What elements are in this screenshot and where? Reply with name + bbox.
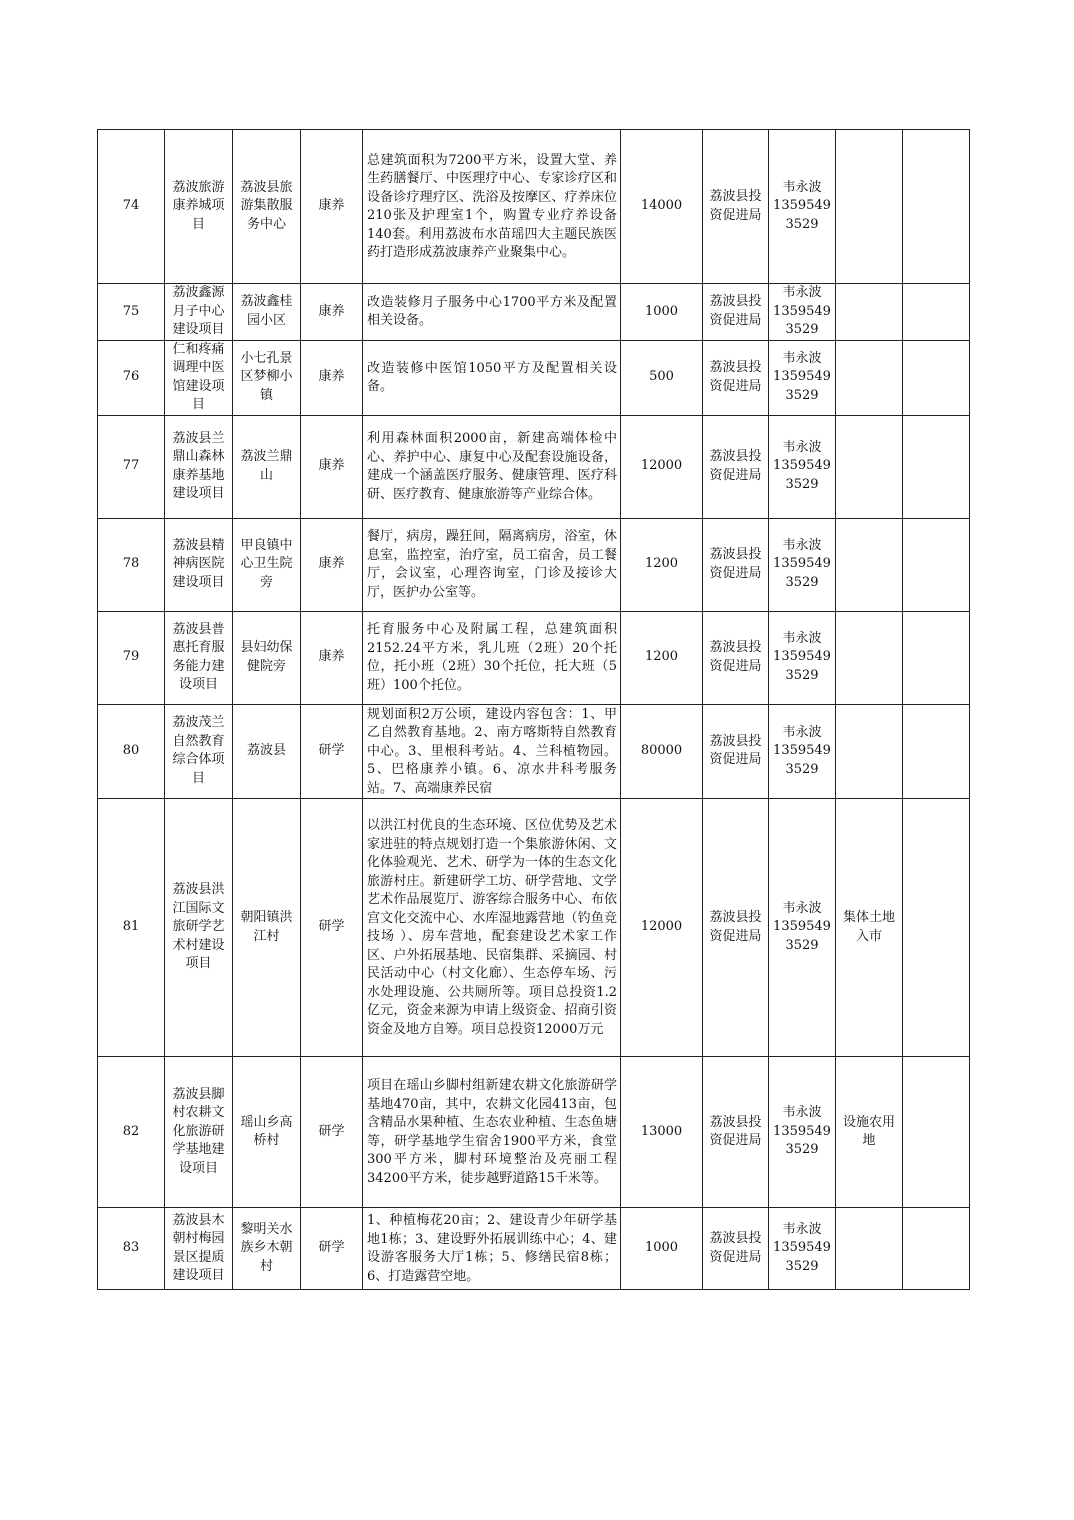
- row-number: 74: [122, 198, 140, 214]
- project-location: 荔波鑫桂园小区: [240, 294, 293, 328]
- project-category: 康养: [318, 458, 345, 474]
- project-category: 研学: [318, 743, 345, 758]
- project-location-cell: [233, 340, 301, 415]
- contact-phone: 13595493529: [773, 369, 831, 403]
- investment-amount-cell: [621, 518, 703, 611]
- project-category: 康养: [318, 198, 345, 214]
- project-location: 黎明关水族乡木朝村: [240, 1221, 293, 1274]
- responsible-agency-cell: [703, 704, 769, 799]
- remark-cell: [903, 1208, 970, 1290]
- remark-cell: [903, 799, 970, 1057]
- investment-amount-cell: [621, 284, 703, 341]
- project-description: 总建筑面积为7200平方米，设置大堂、养生药膳餐厅、中医理疗中心、专家诊疗区和设备诊疗理疗区、洗浴及按摩区、疗养床位210张及护理室1个，购置专业疗养设备140套。利用荔波布水苗瑶四大主题民族医药打造形成荔波康养产业聚集中心。: [367, 152, 617, 260]
- row-number-cell: [98, 611, 165, 704]
- contact-info-cell: [769, 611, 836, 704]
- row-number: 78: [122, 556, 140, 572]
- row-number-cell: [98, 1208, 165, 1290]
- project-category-cell: [301, 611, 363, 704]
- contact-phone: 13595493529: [773, 303, 831, 337]
- project-location-cell: [233, 611, 301, 704]
- investment-amount: 80000: [640, 743, 683, 758]
- responsible-agency: 荔波县投资促进局: [709, 910, 762, 944]
- land-type-cell: [836, 284, 903, 341]
- project-location: 小七孔景区梦柳小镇: [240, 350, 293, 403]
- project-description-cell: [363, 340, 621, 415]
- contact-info-cell: [769, 518, 836, 611]
- row-number-cell: [98, 284, 165, 341]
- project-category: 研学: [318, 1123, 345, 1139]
- project-name-cell: [165, 611, 233, 704]
- land-type-cell: [836, 704, 903, 799]
- remark-cell: [903, 340, 970, 415]
- land-type-cell: [836, 130, 903, 284]
- contact-name: 韦永波: [782, 724, 822, 740]
- contact-phone: 13595493529: [773, 649, 831, 683]
- row-number: 83: [122, 1240, 140, 1256]
- project-category-cell: [301, 799, 363, 1057]
- project-description-cell: [363, 611, 621, 704]
- project-description-cell: [363, 799, 621, 1057]
- project-description-cell: [363, 1057, 621, 1208]
- project-location-cell: [233, 1208, 301, 1290]
- remark-cell: [903, 704, 970, 799]
- investment-amount: 13000: [640, 1123, 683, 1139]
- project-description: 餐厅，病房，躁狂间，隔离病房，浴室，休息室，监控室，治疗室，员工宿舍，员工餐厅，会议室，心理咨询室，门诊及接诊大厅，医护办公室等。: [367, 529, 617, 600]
- project-name: 荔波旅游康养城项目: [172, 179, 225, 232]
- row-number-cell: [98, 1057, 165, 1208]
- contact-phone: 13595493529: [773, 458, 831, 492]
- project-category: 康养: [318, 556, 345, 572]
- responsible-agency-cell: [703, 1208, 769, 1290]
- table-row: [98, 1057, 970, 1208]
- investment-amount: 12000: [640, 458, 683, 474]
- contact-name: 韦永波: [782, 537, 822, 553]
- responsible-agency: 荔波县投资促进局: [709, 640, 762, 674]
- investment-amount-cell: [621, 1057, 703, 1208]
- project-name: 荔波县木朝村梅园景区提质建设项目: [172, 1212, 225, 1283]
- row-number-cell: [98, 518, 165, 611]
- contact-phone: 13595493529: [773, 1123, 831, 1158]
- project-name-cell: [165, 130, 233, 284]
- row-number: 79: [122, 649, 140, 665]
- project-description: 改造装修中医馆1050平方及配置相关设备。: [367, 360, 617, 394]
- investment-amount: 1200: [644, 556, 679, 572]
- contact-info-cell: [769, 340, 836, 415]
- table-row: [98, 130, 970, 284]
- responsible-agency-cell: [703, 415, 769, 518]
- project-location: 朝阳镇洪江村: [240, 910, 293, 944]
- investment-amount-cell: [621, 340, 703, 415]
- responsible-agency-cell: [703, 611, 769, 704]
- contact-info-cell: [769, 284, 836, 341]
- investment-amount: 500: [649, 369, 674, 385]
- project-name-cell: [165, 415, 233, 518]
- remark-cell: [903, 611, 970, 704]
- contact-phone: 13595493529: [773, 1240, 831, 1274]
- project-category: 康养: [318, 369, 345, 385]
- project-category: 研学: [318, 919, 345, 935]
- table-row: [98, 340, 970, 415]
- land-type-cell: [836, 340, 903, 415]
- project-name-cell: [165, 704, 233, 799]
- contact-name: 韦永波: [782, 1221, 822, 1237]
- project-name-cell: [165, 518, 233, 611]
- responsible-agency: 荔波县投资促进局: [709, 733, 762, 768]
- responsible-agency-cell: [703, 1057, 769, 1208]
- project-category-cell: [301, 1208, 363, 1290]
- responsible-agency: 荔波县投资促进局: [709, 1231, 762, 1265]
- project-name: 荔波县洪江国际文旅研学艺术村建设项目: [172, 882, 225, 972]
- project-category-cell: [301, 340, 363, 415]
- contact-info-cell: [769, 130, 836, 284]
- table-row: [98, 518, 970, 611]
- project-name: 荔波茂兰自然教育综合体项目: [172, 715, 225, 786]
- project-description: 托育服务中心及附属工程，总建筑面积2152.24平方米，乳儿班（2班）20个托位，托小班（2班）30个托位，托大班（5班）100个托位。: [367, 622, 617, 693]
- responsible-agency: 荔波县投资促进局: [709, 1114, 762, 1148]
- project-description-cell: [363, 130, 621, 284]
- land-type: 集体土地入市: [842, 910, 895, 944]
- responsible-agency-cell: [703, 518, 769, 611]
- land-type-cell: [836, 1057, 903, 1208]
- investment-amount: 1200: [644, 649, 679, 665]
- project-location-cell: [233, 1057, 301, 1208]
- project-description-cell: [363, 1208, 621, 1290]
- contact-info-cell: [769, 704, 836, 799]
- project-description: 利用森林面积2000亩，新建高端体检中心、养护中心、康复中心及配套设施设备，建成一个涵盖医疗服务、健康管理、医疗科研、医疗教育、健康旅游等产业综合体。: [367, 431, 617, 502]
- project-name-cell: [165, 1208, 233, 1290]
- project-category-cell: [301, 130, 363, 284]
- project-description: 以洪江村优良的生态环境、区位优势及艺术家进驻的特点规划打造一个集旅游休闲、文化体验观光、艺术、研学为一体的生态文化旅游村庄。新建研学工坊、研学营地、文学艺术作品展览厅、游客综合服务中心、布依宫文化交流中心、水库湿地露营地（钓鱼竞技场 ）、房车营地，配套建设艺术家工作区、户外拓展基地、民宿集群、采摘园、村民活动中心（村文化廊）、生态停车场、污水处理设施、公共厕所等。项目总投资1.2亿元，资金来源为申请上级资金、招商引资资金及地方自筹。项目总投资12000万元: [367, 818, 617, 1037]
- row-number: 77: [122, 458, 140, 474]
- project-name: 仁和疼痛调理中医馆建设项目: [172, 341, 225, 412]
- project-category-cell: [301, 518, 363, 611]
- project-name: 荔波县普惠托育服务能力建设项目: [172, 621, 225, 692]
- contact-name: 韦永波: [782, 350, 822, 366]
- project-description-cell: [363, 518, 621, 611]
- project-description-cell: [363, 284, 621, 341]
- investment-amount-cell: [621, 415, 703, 518]
- project-category: 康养: [318, 649, 345, 665]
- project-category: 康养: [318, 303, 345, 319]
- responsible-agency: 荔波县投资促进局: [709, 189, 762, 223]
- project-description: 规划面积2万公顷，建设内容包含：1、甲乙自然教育基地。2、南方喀斯特自然教育中心。3、里根科考站。4、兰科植物园。5、巴格康养小镇。6、凉水井科考服务站。7、高端康养民宿: [367, 706, 617, 796]
- responsible-agency: 荔波县投资促进局: [709, 547, 762, 581]
- row-number-cell: [98, 799, 165, 1057]
- project-location: 甲良镇中心卫生院旁: [240, 537, 293, 590]
- investment-amount: 1000: [644, 1240, 679, 1256]
- land-type-cell: [836, 799, 903, 1057]
- row-number: 76: [122, 369, 140, 385]
- project-name-cell: [165, 284, 233, 341]
- project-location: 瑶山乡高桥村: [240, 1114, 293, 1148]
- remark-cell: [903, 415, 970, 518]
- row-number: 75: [122, 303, 140, 319]
- project-name: 荔波县精神病医院建设项目: [172, 537, 225, 590]
- contact-name: 韦永波: [782, 630, 822, 646]
- investment-amount: 12000: [640, 919, 683, 935]
- project-location: 县妇幼保健院旁: [240, 640, 293, 674]
- row-number-cell: [98, 415, 165, 518]
- contact-info-cell: [769, 415, 836, 518]
- contact-info-cell: [769, 1057, 836, 1208]
- investment-amount-cell: [621, 611, 703, 704]
- investment-amount-cell: [621, 1208, 703, 1290]
- project-category-cell: [301, 1057, 363, 1208]
- row-number-cell: [98, 704, 165, 799]
- contact-info-cell: [769, 1208, 836, 1290]
- table-row: [98, 284, 970, 341]
- project-category-cell: [301, 704, 363, 799]
- project-description: 改造装修月子服务中心1700平方米及配置相关设备。: [367, 294, 617, 329]
- land-type-cell: [836, 1208, 903, 1290]
- project-name-cell: [165, 340, 233, 415]
- project-description-cell: [363, 704, 621, 799]
- responsible-agency: 荔波县投资促进局: [709, 360, 762, 394]
- project-name-cell: [165, 799, 233, 1057]
- project-name-cell: [165, 1057, 233, 1208]
- project-description: 项目在瑶山乡脚村组新建农耕文化旅游研学基地470亩，其中，农耕文化园413亩，包含精品水果种植、生态农业种植、生态鱼塘等，研学基地学生宿舍1900平方米，食堂300平方米，脚村环境整治及亮丽工程34200平方米，徒步越野道路15千米等。: [367, 1078, 617, 1186]
- remark-cell: [903, 130, 970, 284]
- investment-amount: 1000: [644, 303, 679, 319]
- project-name: 荔波县脚村农耕文化旅游研学基地建设项目: [172, 1086, 225, 1176]
- responsible-agency-cell: [703, 799, 769, 1057]
- row-number-cell: [98, 340, 165, 415]
- remark-cell: [903, 518, 970, 611]
- contact-name: 韦永波: [782, 439, 822, 455]
- table-row: [98, 1208, 970, 1290]
- table-row: [98, 799, 970, 1057]
- project-name: 荔波县兰鼎山森林康养基地建设项目: [172, 430, 225, 501]
- investment-amount: 14000: [640, 198, 683, 214]
- land-type-cell: [836, 415, 903, 518]
- contact-phone: 13595493529: [773, 556, 831, 590]
- project-location-cell: [233, 518, 301, 611]
- row-number: 80: [122, 743, 140, 758]
- remark-cell: [903, 1057, 970, 1208]
- responsible-agency: 荔波县投资促进局: [709, 449, 762, 483]
- project-category: 研学: [318, 1240, 345, 1256]
- project-description: 1、种植梅花20亩；2、建设青少年研学基地1栋；3、建设野外拓展训练中心；4、建设游客服务大厅1栋；5、修缮民宿8栋；6、打造露营空地。: [367, 1213, 617, 1284]
- land-type-cell: [836, 611, 903, 704]
- project-name: 荔波鑫源月子中心建设项目: [172, 285, 225, 337]
- project-location: 荔波县旅游集散服务中心: [240, 179, 293, 232]
- row-number-cell: [98, 130, 165, 284]
- investment-amount-cell: [621, 130, 703, 284]
- project-location-cell: [233, 799, 301, 1057]
- land-type: 设施农用地: [842, 1114, 895, 1148]
- contact-name: 韦永波: [782, 900, 822, 916]
- contact-name: 韦永波: [782, 1105, 822, 1121]
- project-description-cell: [363, 415, 621, 518]
- table-row: [98, 704, 970, 799]
- contact-phone: 13595493529: [773, 198, 831, 232]
- project-category-cell: [301, 415, 363, 518]
- project-location-cell: [233, 704, 301, 799]
- contact-phone: 13595493529: [773, 743, 831, 777]
- responsible-agency: 荔波县投资促进局: [709, 294, 762, 328]
- project-location-cell: [233, 415, 301, 518]
- project-location-cell: [233, 284, 301, 341]
- table-row: [98, 415, 970, 518]
- row-number: 82: [122, 1123, 140, 1139]
- project-location: 荔波兰鼎山: [240, 449, 293, 483]
- responsible-agency-cell: [703, 284, 769, 341]
- table-row: [98, 611, 970, 704]
- table-body: [98, 130, 970, 1290]
- investment-amount-cell: [621, 704, 703, 799]
- contact-name: 韦永波: [782, 179, 822, 195]
- row-number: 81: [122, 919, 140, 935]
- land-type-cell: [836, 518, 903, 611]
- project-location: 荔波县: [246, 743, 286, 758]
- contact-name: 韦永波: [782, 285, 822, 300]
- contact-phone: 13595493529: [773, 919, 831, 953]
- responsible-agency-cell: [703, 130, 769, 284]
- investment-amount-cell: [621, 799, 703, 1057]
- remark-cell: [903, 284, 970, 341]
- contact-info-cell: [769, 799, 836, 1057]
- project-category-cell: [301, 284, 363, 341]
- responsible-agency-cell: [703, 340, 769, 415]
- project-location-cell: [233, 130, 301, 284]
- project-table: [97, 129, 970, 1290]
